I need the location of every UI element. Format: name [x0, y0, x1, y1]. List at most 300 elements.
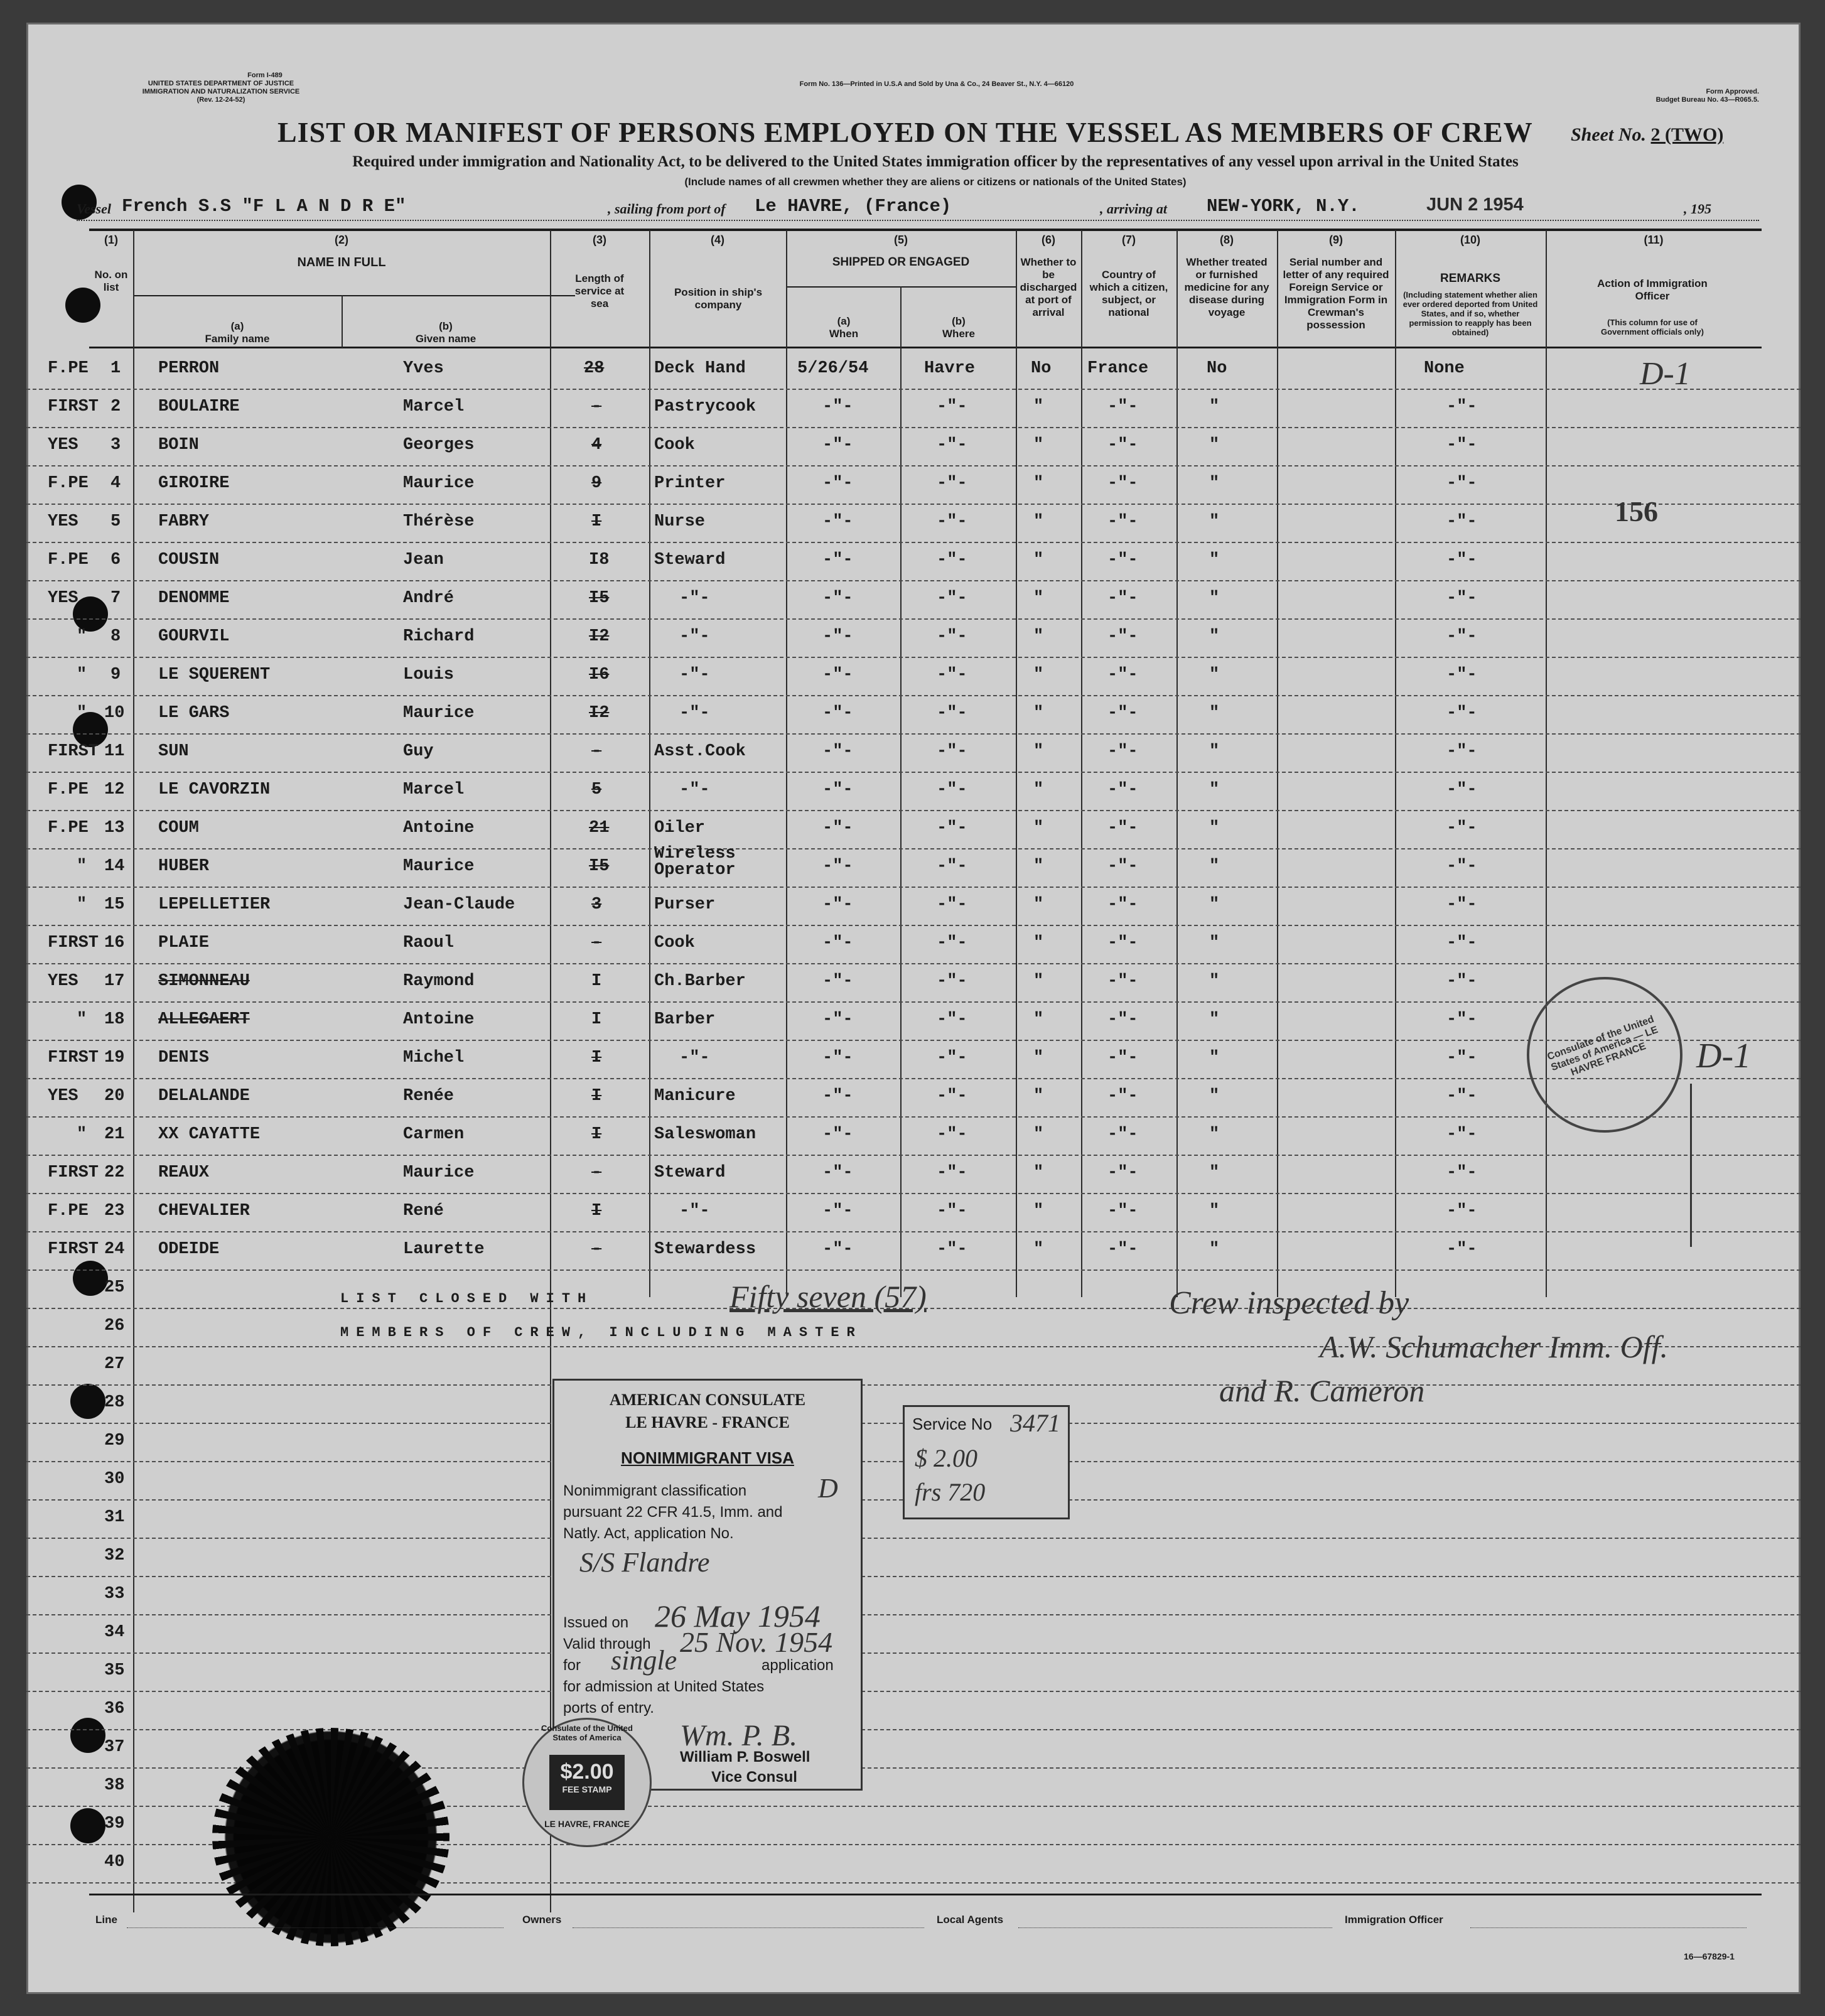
shipped-where: -"- — [937, 474, 967, 493]
position: -"- — [679, 704, 710, 723]
col-position: Position in ship's company — [674, 286, 763, 311]
shipped-when: -"- — [822, 819, 853, 838]
valid-date: 25 Nov. 1954 — [680, 1626, 833, 1658]
shipped-where: -"- — [937, 1163, 967, 1182]
service-length: I — [591, 1010, 602, 1029]
medicine: " — [1209, 1163, 1220, 1182]
position: Ch.Barber — [654, 972, 746, 991]
medicine: " — [1209, 1087, 1220, 1106]
shipped-when: -"- — [822, 436, 853, 455]
shipped-when: -"- — [822, 1048, 853, 1067]
country: -"- — [1107, 397, 1138, 416]
row-tag: FIRST — [48, 1048, 99, 1067]
service-length: 28 — [584, 359, 605, 378]
remarks: -"- — [1446, 1010, 1477, 1029]
family-name: HUBER — [158, 857, 210, 876]
family-name: BOULAIRE — [158, 397, 240, 416]
country: -"- — [1107, 742, 1138, 761]
col-name-in-full: NAME IN FULL — [297, 256, 386, 269]
action-code-d1: D-1 — [1640, 356, 1691, 392]
consul-name: William P. Boswell — [680, 1749, 810, 1765]
shipped-when: -"- — [822, 857, 853, 876]
country: -"- — [1107, 1240, 1138, 1259]
col-action-note: (This column for use of Government officials only) — [1601, 318, 1704, 337]
row-tag: F.PE — [48, 359, 89, 378]
remarks: -"- — [1446, 436, 1477, 455]
shipped-when: -"- — [822, 1163, 853, 1182]
row-number: 25 — [104, 1278, 125, 1297]
country: -"- — [1107, 1048, 1138, 1067]
shipped-where: -"- — [937, 627, 967, 646]
medicine: " — [1209, 1240, 1220, 1259]
row-number: 40 — [104, 1853, 125, 1872]
given-name: Georges — [403, 436, 475, 455]
discharged: " — [1033, 1240, 1044, 1259]
service-length: I5 — [589, 857, 610, 876]
row-number: 27 — [104, 1355, 125, 1374]
given-name: Carmen — [403, 1125, 465, 1144]
position: Steward — [654, 1163, 726, 1182]
service-length: 4 — [591, 436, 602, 455]
row-number: 31 — [104, 1508, 125, 1527]
medicine: " — [1209, 1125, 1220, 1144]
position: Purser — [654, 895, 716, 914]
service-length: 3 — [591, 895, 602, 914]
empty-row — [26, 1576, 1801, 1615]
remarks: -"- — [1446, 666, 1477, 684]
table-row — [26, 1193, 1801, 1232]
discharged: No — [1031, 359, 1052, 378]
include-note: (Include names of all crewmen whether they are aliens or citizens or nationals of the United States) — [684, 176, 1187, 188]
shipped-when: -"- — [822, 934, 853, 952]
medicine: " — [1209, 742, 1220, 761]
shipped-when: -"- — [822, 512, 853, 531]
country: -"- — [1107, 780, 1138, 799]
row-number: 38 — [104, 1776, 125, 1795]
col-num-2: (2) — [335, 234, 348, 246]
country: -"- — [1107, 512, 1138, 531]
footer-owners: Owners — [522, 1914, 562, 1926]
medicine: " — [1209, 972, 1220, 991]
remarks: -"- — [1446, 857, 1477, 876]
medicine: " — [1209, 895, 1220, 914]
col-length: Length of service at sea — [574, 272, 625, 310]
sailing-port: Le HAVRE, (France) — [755, 196, 952, 217]
sailing-label: , sailing from port of — [608, 201, 726, 217]
col-num-5: (5) — [894, 234, 908, 246]
position: Deck Hand — [654, 359, 746, 378]
position: Barber — [654, 1010, 716, 1029]
given-name: Maurice — [403, 857, 475, 876]
medicine: No — [1207, 359, 1227, 378]
row-tag: YES — [48, 512, 78, 531]
given-name: Michel — [403, 1048, 465, 1067]
shipped-when: -"- — [822, 1010, 853, 1029]
given-name: Richard — [403, 627, 475, 646]
form-number: Form I-489 — [247, 72, 283, 79]
shipped-where: -"- — [937, 704, 967, 723]
discharged: " — [1033, 589, 1044, 608]
footer-line: Line — [95, 1914, 117, 1926]
row-tag: F.PE — [48, 780, 89, 799]
visa-pursuant: pursuant 22 CFR 41.5, Imm. and — [563, 1504, 783, 1521]
position: Saleswoman — [654, 1125, 756, 1144]
table-row — [26, 733, 1801, 773]
row-tag: YES — [48, 436, 78, 455]
position: Oiler — [654, 819, 706, 838]
table-row — [26, 389, 1801, 428]
issued-label: Issued on — [563, 1614, 629, 1631]
table-row — [26, 350, 1801, 390]
row-tag: F.PE — [48, 551, 89, 569]
given-name: Maurice — [403, 1163, 475, 1182]
row-number: 16 — [104, 934, 125, 952]
discharged: " — [1033, 1125, 1044, 1144]
row-tag: FIRST — [48, 397, 99, 416]
row-number: 11 — [104, 742, 125, 761]
sheet-label: Sheet No. — [1571, 124, 1646, 145]
col-shipped: SHIPPED OR ENGAGED — [832, 256, 970, 269]
discharged: " — [1033, 704, 1044, 723]
shipped-where: -"- — [937, 1125, 967, 1144]
service-length: I2 — [589, 704, 610, 723]
given-name: Jean — [403, 551, 444, 569]
position: -"- — [679, 666, 710, 684]
footer-agents: Local Agents — [937, 1914, 1004, 1926]
given-name: Raoul — [403, 934, 455, 952]
row-tag: " — [77, 627, 87, 646]
service-length: I — [591, 1087, 602, 1106]
country: -"- — [1107, 972, 1138, 991]
col-num-1: (1) — [104, 234, 118, 246]
list-closed-line2: MEMBERS OF CREW, INCLUDING MASTER — [340, 1325, 863, 1340]
shipped-where: -"- — [937, 742, 967, 761]
service-length: I — [591, 1125, 602, 1144]
for-value: single — [611, 1645, 677, 1676]
family-name: BOIN — [158, 436, 199, 455]
vessel-label: Vessel — [77, 201, 111, 217]
row-tag: YES — [48, 972, 78, 991]
date-stamp: JUN 2 1954 — [1426, 195, 1524, 215]
shipped-where: -"- — [937, 551, 967, 569]
col-given-name: Given name — [415, 333, 476, 345]
remarks: -"- — [1446, 704, 1477, 723]
service-length: I — [591, 512, 602, 531]
given-name: André — [403, 589, 455, 608]
row-number: 20 — [104, 1087, 125, 1106]
remarks: -"- — [1446, 972, 1477, 991]
service-length: - — [591, 742, 602, 761]
row-number: 12 — [104, 780, 125, 799]
family-name: LEPELLETIER — [158, 895, 271, 914]
position: Wireless Operator — [654, 844, 736, 880]
round-stamp-text: Consulate of the United States of America — LE HAVRE FRANCE — [1546, 1013, 1660, 1078]
table-row — [26, 618, 1801, 658]
country: -"- — [1107, 934, 1138, 952]
visa-class-value: D — [818, 1473, 838, 1504]
table-row — [26, 772, 1801, 811]
shipped-where: -"- — [937, 512, 967, 531]
row-number: 21 — [104, 1125, 125, 1144]
empty-row — [26, 1691, 1801, 1730]
given-name: René — [403, 1202, 444, 1221]
given-name: Antoine — [403, 819, 475, 838]
family-name: SIMONNEAU — [158, 972, 250, 991]
shipped-when: -"- — [822, 780, 853, 799]
discharged: " — [1033, 397, 1044, 416]
family-name: ALLEGAERT — [158, 1010, 250, 1029]
service-length: 21 — [589, 819, 610, 838]
col-where: Where — [942, 328, 975, 340]
col-num-4: (4) — [711, 234, 724, 246]
country: -"- — [1107, 1125, 1138, 1144]
table-row — [26, 427, 1801, 466]
shipped-when: -"- — [822, 474, 853, 493]
remarks: -"- — [1446, 1163, 1477, 1182]
family-name: FABRY — [158, 512, 210, 531]
shipped-where: Havre — [924, 359, 976, 378]
country: -"- — [1107, 589, 1138, 608]
visa-type: NONIMMIGRANT VISA — [621, 1448, 794, 1467]
medicine: " — [1209, 474, 1220, 493]
shipped-where: -"- — [937, 589, 967, 608]
medicine: " — [1209, 819, 1220, 838]
fee-stamp — [522, 1718, 652, 1847]
remarks: -"- — [1446, 1087, 1477, 1106]
visa-natly: Natly. Act, application No. — [563, 1525, 734, 1542]
row-tag: " — [77, 895, 87, 914]
family-name: REAUX — [158, 1163, 210, 1182]
shipped-when: -"- — [822, 589, 853, 608]
country: -"- — [1107, 1163, 1138, 1182]
footer-code: 16—67829-1 — [1684, 1951, 1735, 1961]
row-number: 2 — [110, 397, 121, 416]
discharged: " — [1033, 972, 1044, 991]
shipped-when: -"- — [822, 895, 853, 914]
row-number: 10 — [104, 704, 125, 723]
shipped-where: -"- — [937, 1087, 967, 1106]
shipped-when: -"- — [822, 1125, 853, 1144]
service-length: - — [591, 1163, 602, 1182]
shipped-where: -"- — [937, 1240, 967, 1259]
shipped-where: -"- — [937, 666, 967, 684]
row-number: 15 — [104, 895, 125, 914]
family-name: DENIS — [158, 1048, 210, 1067]
discharged: " — [1033, 512, 1044, 531]
valid-label: Valid through — [563, 1636, 651, 1652]
department: UNITED STATES DEPARTMENT OF JUSTICE — [148, 80, 294, 87]
discharged: " — [1033, 780, 1044, 799]
table-row — [26, 1116, 1801, 1156]
position: -"- — [679, 1048, 710, 1067]
country: France — [1087, 359, 1149, 378]
row-tag: YES — [48, 1087, 78, 1106]
remarks: -"- — [1446, 397, 1477, 416]
service-length: I5 — [589, 589, 610, 608]
family-name: LE GARS — [158, 704, 230, 723]
remarks: -"- — [1446, 627, 1477, 646]
row-tag: FIRST — [48, 742, 99, 761]
col-num-11: (11) — [1644, 234, 1664, 246]
given-name: Renée — [403, 1087, 455, 1106]
remarks: -"- — [1446, 474, 1477, 493]
position: Pastrycook — [654, 397, 756, 416]
row-number: 19 — [104, 1048, 125, 1067]
medicine: " — [1209, 627, 1220, 646]
col-country: Country of which a citizen, subject, or national — [1089, 269, 1168, 318]
discharged: " — [1033, 742, 1044, 761]
row-number: 17 — [104, 972, 125, 991]
service-length: 9 — [591, 474, 602, 493]
family-name: DELALANDE — [158, 1087, 250, 1106]
row-number: 13 — [104, 819, 125, 838]
given-name: Yves — [403, 359, 444, 378]
col-medicine: Whether treated or furnished medicine for any disease during voyage — [1184, 256, 1269, 318]
shipped-where: -"- — [937, 895, 967, 914]
footer-officer: Immigration Officer — [1345, 1914, 1443, 1926]
budget-bureau: Budget Bureau No. 43—R065.5. — [1655, 96, 1759, 104]
given-name: Jean-Claude — [403, 895, 515, 914]
discharged: " — [1033, 1048, 1044, 1067]
row-tag: YES — [48, 589, 78, 608]
given-name: Guy — [403, 742, 434, 761]
shipped-where: -"- — [937, 1048, 967, 1067]
discharged: " — [1033, 819, 1044, 838]
table-row — [26, 963, 1801, 1003]
form-approved: Form Approved. — [1706, 88, 1759, 95]
service-francs: frs 720 — [915, 1478, 986, 1506]
family-name: DENOMME — [158, 589, 230, 608]
col-discharged: Whether to be discharged at port of arrival — [1020, 256, 1077, 318]
col-num-10: (10) — [1460, 234, 1480, 246]
discharged: " — [1033, 627, 1044, 646]
shipped-when: -"- — [822, 551, 853, 569]
revision: (Rev. 12-24-52) — [196, 96, 245, 104]
shipped-where: -"- — [937, 934, 967, 952]
row-tag: " — [77, 666, 87, 684]
family-name: PLAIE — [158, 934, 210, 952]
remarks: -"- — [1446, 589, 1477, 608]
row-number: 36 — [104, 1700, 125, 1718]
family-name: PERRON — [158, 359, 220, 378]
discharged: " — [1033, 857, 1044, 876]
row-number: 5 — [110, 512, 121, 531]
country: -"- — [1107, 857, 1138, 876]
inspector-name-second: and R. Cameron — [1219, 1373, 1425, 1408]
col-when-letter: (a) — [837, 315, 851, 327]
issued-date: 26 May 1954 — [655, 1598, 821, 1634]
table-row — [26, 695, 1801, 735]
required-statement: Required under immigration and Nationality Act, to be delivered to the United States immigration officer by the representatives of any vessel upon arrival in the United States — [352, 153, 1519, 170]
discharged: " — [1033, 895, 1044, 914]
row-number: 18 — [104, 1010, 125, 1029]
given-name: Marcel — [403, 397, 465, 416]
action-code-d1-second: D-1 — [1696, 1037, 1752, 1075]
row-number: 32 — [104, 1546, 125, 1565]
service-length: I8 — [589, 551, 610, 569]
remarks: -"- — [1446, 742, 1477, 761]
medicine: " — [1209, 512, 1220, 531]
row-tag: FIRST — [48, 1163, 99, 1182]
country: -"- — [1107, 551, 1138, 569]
consulate-round-stamp — [1527, 977, 1682, 1133]
row-tag: " — [77, 1010, 87, 1029]
medicine: " — [1209, 589, 1220, 608]
col-num-3: (3) — [593, 234, 606, 246]
remarks: -"- — [1446, 1202, 1477, 1221]
row-number: 30 — [104, 1470, 125, 1489]
service-label: Service No — [912, 1415, 993, 1433]
row-tag: " — [77, 1125, 87, 1144]
shipped-where: -"- — [937, 857, 967, 876]
vessel-name: French S.S "F L A N D R E" — [122, 196, 406, 217]
country: -"- — [1107, 1010, 1138, 1029]
row-number: 37 — [104, 1738, 125, 1757]
shipped-when: -"- — [822, 666, 853, 684]
medicine: " — [1209, 436, 1220, 455]
col-remarks-note: (Including statement whether alien ever ordered deported from United States, and if so, whether permission to reapply has been obtained) — [1402, 290, 1538, 337]
row-tag: F.PE — [48, 1202, 89, 1221]
manifest-page — [26, 23, 1801, 1994]
row-number: 28 — [104, 1393, 125, 1412]
row-number: 1 — [110, 359, 121, 378]
country: -"- — [1107, 819, 1138, 838]
remarks: -"- — [1446, 512, 1477, 531]
action-bracket — [1671, 1084, 1692, 1247]
ports-label: ports of entry. — [563, 1700, 654, 1717]
col-family-letter: (a) — [230, 320, 244, 332]
year-suffix: , 195 — [1684, 201, 1711, 217]
family-name: SUN — [158, 742, 189, 761]
position: -"- — [679, 780, 710, 799]
service-length: I — [591, 972, 602, 991]
row-number: 4 — [110, 474, 121, 493]
table-row — [26, 1155, 1801, 1194]
shipped-where: -"- — [937, 436, 967, 455]
given-name: Antoine — [403, 1010, 475, 1029]
fee-stamp-value: $2.00 — [560, 1760, 614, 1784]
discharged: " — [1033, 666, 1044, 684]
empty-row — [26, 1652, 1801, 1692]
action-number: 156 — [1615, 495, 1658, 527]
family-name: GIROIRE — [158, 474, 230, 493]
table-row — [26, 465, 1801, 505]
col-where-letter: (b) — [952, 315, 966, 327]
position: Steward — [654, 551, 726, 569]
service-dollar: $ 2.00 — [915, 1444, 977, 1472]
row-number: 35 — [104, 1661, 125, 1680]
given-name: Thérèse — [403, 512, 475, 531]
shipped-when: -"- — [822, 1087, 853, 1106]
shipped-when: -"- — [822, 704, 853, 723]
medicine: " — [1209, 666, 1220, 684]
position: Manicure — [654, 1087, 736, 1106]
position: Cook — [654, 934, 695, 952]
remarks: -"- — [1446, 551, 1477, 569]
row-number: 22 — [104, 1163, 125, 1182]
consulate-city: LE HAVRE - FRANCE — [625, 1413, 790, 1431]
inspection-note: Crew inspected by — [1169, 1285, 1409, 1321]
remarks: -"- — [1446, 895, 1477, 914]
remarks: -"- — [1446, 1048, 1477, 1067]
country: -"- — [1107, 1202, 1138, 1221]
shipped-where: -"- — [937, 397, 967, 416]
country: -"- — [1107, 895, 1138, 914]
shipped-when: -"- — [822, 972, 853, 991]
remarks: -"- — [1446, 1240, 1477, 1259]
row-number: 29 — [104, 1431, 125, 1450]
row-tag: " — [77, 704, 87, 723]
